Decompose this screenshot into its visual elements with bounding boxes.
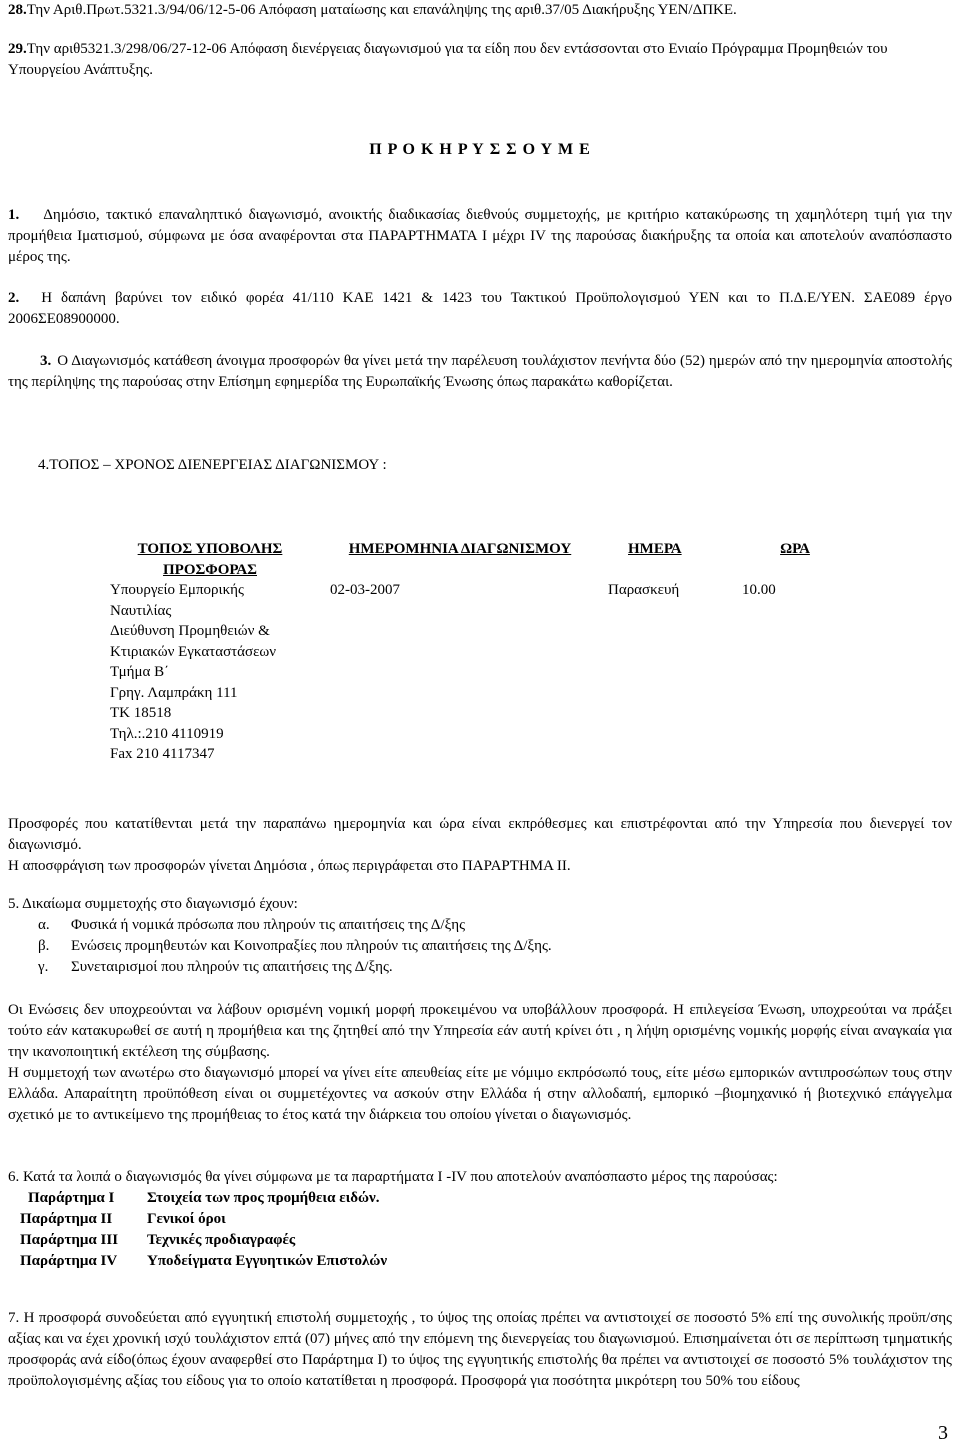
item-number: 29. (8, 41, 27, 57)
unions-paragraphs (8, 1000, 952, 1126)
place-line: Τμήμα Β΄ (110, 664, 170, 680)
annex-desc: Γενικοί όροι (147, 1211, 226, 1227)
unions-paragraph-1: Οι Ενώσεις δεν υποχρεούνται να λάβουν ορισμένη νομική μορφή προκειμένου να υποβάλλουν προσφορά. Η επιλεγείσα Ένωση, υποχρεούται να πράξει τούτο εάν κατακυρωθεί σε αυτή η προμήθεια και της ζητηθεί από την Υπηρεσία εάν αυτή κρίνει ότι , η λήψη ορισμένης νομικής μορφής είναι αναγκαία για την ικανοποιητική εκτέλεση της σύμβασης. (8, 1002, 952, 1060)
section-3 (8, 351, 952, 393)
annex-name: Παράρτημα Ι (28, 1190, 115, 1206)
section-number: 2. (8, 290, 20, 306)
list-item (8, 915, 952, 936)
section-7 (8, 1308, 952, 1392)
section-4-title (38, 455, 960, 476)
schedule-table (102, 539, 842, 765)
list-item (8, 957, 952, 978)
history-item-28 (8, 0, 952, 21)
annex-name: Παράρτημα ΙΙ (20, 1211, 113, 1227)
column-header-place: ΤΟΠΟΣ ΥΠΟΒΟΛΗΣ ΠΡΟΣΦΟΡΑΣ (137, 541, 283, 578)
item-text: Την αριθ5321.3/298/06/27-12-06 Απόφαση διενέργειας διαγωνισμού για τα είδη που δεν εντάσσονται στο Ενιαίο Πρόγραμμα Προμηθειών του Υπουργείου Ανάπτυξης. (8, 41, 888, 78)
section-text: Η δαπάνη βαρύνει τον ειδικό φορέα 41/110 ΚΑΕ 1421 & 1423 του Τακτικού Προϋπολογισμού ΥΕΝ και το Π.Δ.Ε/ΥΕΝ. ΣΑΕ089 έργο 2006ΣΕ08900000. (8, 290, 952, 327)
column-header-time: ΩΡΑ (780, 541, 810, 557)
list-marker: α. (38, 917, 50, 933)
section-6 (8, 1167, 952, 1272)
annex-row (8, 1230, 952, 1251)
column-header-day: ΗΜΕΡΑ (628, 541, 682, 557)
column-header-date: ΗΜΕΡΟΜΗΝΙΑ ΔΙΑΓΩΝΙΣΜΟΥ (348, 541, 572, 557)
item-text: Την Αριθ.Πρωτ.5321.3/94/06/12-5-06 Απόφαση ματαίωσης και επανάληψης της αριθ.37/05 Διακήρυξης ΥΕΝ/ΔΠΚΕ. (26, 2, 737, 18)
annex-row (8, 1209, 952, 1230)
section-text: Ο Διαγωνισμός κατάθεση άνοιγμα προσφορών θα γίνει μετά την παρέλευση τουλάχιστον πενήντα δύο (52) ημερών από την ημερομηνία αποστολής της περίληψης της παρούσας στην Επίσημη εφημερίδα της Ευρωπαϊκής Ένωσης όπως παρακάτω καθορίζεται. (8, 353, 952, 390)
table-header-row (102, 539, 842, 580)
late-offers-note (8, 814, 952, 877)
list-text: Ενώσεις προμηθευτών και Κοινοπραξίες που πληρούν τις απαιτήσεις της Δ/ξης. (71, 938, 552, 954)
list-text: Συνεταιρισμοί που πληρούν τις απαιτήσεις της Δ/ξης. (71, 959, 393, 975)
place-line: Διεύθυνση Προμηθειών & Κτιριακών Εγκαταστάσεων (110, 623, 277, 660)
annex-name: Παράρτημα ΙΙΙ (20, 1232, 119, 1248)
section-2 (8, 288, 952, 330)
place-line: Γρηγ. Λαμπράκη 111 (110, 684, 238, 701)
section-number: 3. (40, 353, 52, 369)
section-7-text: 7. Η προσφορά συνοδεύεται από εγγυητική επιστολή συμμετοχής , το ύψος της οποίας πρέπει να αντιστοιχεί σε ποσοστό 5% επί της συνολικής προϋπ/σης αξίας και να έχει χρονική ισχύ τουλάχιστον επτά (07) μήνες από την επόμενη της διενεργείας του διαγωνισμού. Επισημαίνεται ότι σε περίπτωση τμηματικής προσφοράς ανά είδο(όπως έχουν αναφερθεί στο Παράρτημα Ι) το ύψος της εγγυητικής επιστολής θα πρέπει να αντιστοιχεί σε ποσοστό 5% τουλάχιστον της προϋπολογισμένης αξίας του είδους για το οποίο κατατίθεται η προσφορά. Προσφορά για ποσότητα μικρότερη του 50% του είδους (8, 1310, 952, 1389)
annex-desc: Τεχνικές προδιαγραφές (147, 1232, 296, 1248)
place-line: ΤΚ 18518 (110, 705, 172, 721)
list-text: Φυσικά ή νομικά πρόσωπα που πληρούν τις απαιτήσεις της Δ/ξης (71, 917, 466, 933)
annex-desc: Στοιχεία των προς προμήθεια ειδών. (147, 1190, 380, 1206)
annex-desc: Υποδείγματα Εγγυητικών Επιστολών (147, 1253, 388, 1269)
list-item (8, 936, 952, 957)
late-offers-text: Προσφορές που κατατίθενται μετά την παραπάνω ημερομηνία και ώρα είναι εκπρόθεσμες και επιστρέφονται από την Υπηρεσία που διενεργεί τον διαγωνισμό. (8, 816, 952, 853)
date-cell: 02-03-2007 (330, 582, 400, 598)
list-marker: β. (38, 938, 50, 954)
section-4-heading: 4.ΤΟΠΟΣ – ΧΡΟΝΟΣ ΔΙΕΝΕΡΓΕΙΑΣ ΔΙΑΓΩΝΙΣΜΟΥ : (38, 457, 387, 473)
list-marker: γ. (38, 959, 49, 975)
place-line: Τηλ.:.210 4110919 (110, 725, 224, 742)
annex-row (8, 1251, 952, 1272)
day-cell: Παρασκευή (608, 582, 680, 598)
page-heading: Π Ρ Ο Κ Η Ρ Υ Σ Σ Ο Υ Μ Ε (369, 141, 591, 158)
section-5-title: 5. Δικαίωμα συμμετοχής στο διαγωνισμό έχουν: (8, 896, 298, 912)
opening-note: Η αποσφράγιση των προσφορών γίνεται Δημόσια , όπως περιγράφεται στο ΠΑΡΑΡΤΗΜΑ ΙΙ. (8, 858, 571, 874)
place-line: Υπουργείο Εμπορικής Ναυτιλίας (110, 582, 244, 619)
place-cell (102, 580, 312, 765)
section-5 (8, 894, 952, 978)
history-item-29 (8, 39, 952, 81)
section-text: Δημόσιο, τακτικό επαναληπτικό διαγωνισμό, ανοικτής διαδικασίας διεθνούς συμμετοχής, με κριτήριο κατακύρωσης τη χαμηλότερη τιμή για την προμήθεια Ιματισμού, σύμφωνα με όσα αναφέρονται στα ΠΑΡΑΡΤΗΜΑΤΑ Ι μέχρι IV της παρούσας διακήρυξης τα οποία και αποτελούν αναπόσπαστο μέρος της. (8, 207, 952, 265)
item-number: 28. (8, 2, 27, 18)
section-1 (8, 205, 952, 268)
time-cell: 10.00 (742, 582, 776, 598)
annex-row (8, 1188, 952, 1209)
section-number: 1. (8, 207, 20, 223)
table-row (102, 580, 842, 765)
section-6-title: 6. Κατά τα λοιπά ο διαγωνισμός θα γίνει σύμφωνα με τα παραρτήματα Ι -IV που αποτελούν αναπόσπαστο μέρος της παρούσας: (8, 1169, 778, 1185)
annex-name: Παράρτημα IV (20, 1253, 118, 1269)
place-line: Fax 210 4117347 (110, 746, 215, 762)
unions-paragraph-2: Η συμμετοχή των ανωτέρω στο διαγωνισμό μπορεί να γίνει είτε απευθείας είτε με νόμιμο εκπρόσωπό τους, είτε μέσω εμπορικών αντιπροσώπων τους στην Ελλάδα. Απαραίτητη προϋπόθεση είναι οι συμμετέχοντες να ασκούν στην Ελλάδα ή στην αλλοδαπή, εμπορικό –βιομηχανικό ή βιοτεχνικό επάγγελμα σχετικό με το αντικείμενο της προμήθειας το έτος κατά την διάρκεια του οποίου γίνεται ο διαγωνισμός. (8, 1065, 952, 1123)
page-number: 3 (938, 1422, 948, 1444)
